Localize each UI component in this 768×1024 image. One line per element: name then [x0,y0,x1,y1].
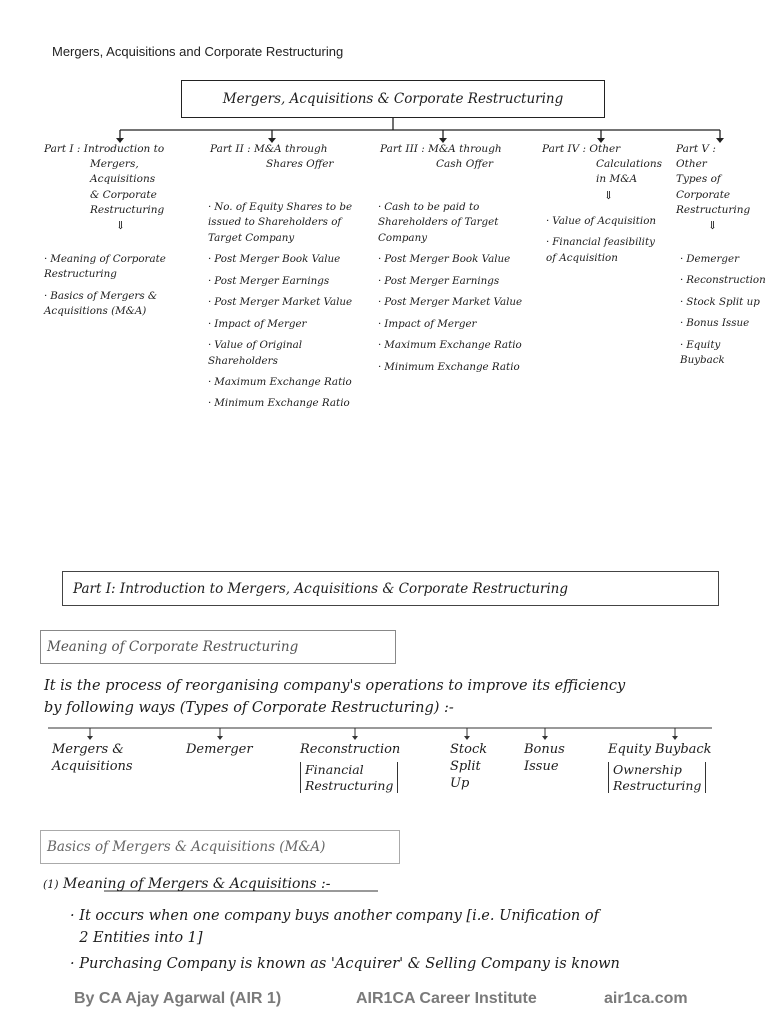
list-item: · Maximum Exchange Ratio [208,375,352,388]
type-bonus-issue: Bonus Issue [524,742,565,774]
list-item: · Value of Acquisition [546,215,657,227]
list-item: · Reconstruction [680,274,766,287]
list-item: · Value of Original Shareholders [208,339,303,367]
list-item: · Post Merger Earnings [208,274,330,287]
type-demerger: Demerger [186,742,253,757]
list-item: · Post Merger Market Value [208,296,353,309]
list-item: · Cash to be paid to Shareholders of Target Company [378,201,499,244]
list-item: · Maximum Exchange Ratio [378,339,522,352]
list-item: · Stock Split up [680,295,760,308]
list-item: · Minimum Exchange Ratio [378,360,520,373]
content-line: 2 Entities into 1] [70,929,203,946]
section-heading-part-1: Part I: Introduction to Mergers, Acquisitions & Corporate Restructuring [62,571,719,606]
content-line: · It occurs when one company buys another company [i.e. Unification of [70,908,599,924]
part-3-list [378,200,538,381]
type-equity-buyback: Equity Buyback Ownership Restructuring [608,742,712,793]
list-item: · Equity Buyback [680,338,725,367]
part-1-list [44,252,194,326]
note-bracket: Financial Restructuring [300,762,398,793]
list-item: · Post Merger Book Value [378,253,511,266]
list-item: · Financial feasibility of Acquisition [546,236,655,264]
list-item: · Post Merger Market Value [378,296,523,309]
type-stock-split: Stock Split Up [450,742,488,791]
section-heading-meaning: Meaning of Corporate Restructuring [40,630,396,664]
content-lines [70,906,760,975]
list-item: · Meaning of Corporate Restructuring [44,253,166,281]
down-arrow-icon: ⇓ [708,219,718,233]
type-reconstruction: Reconstruction Financial Restructuring [300,742,401,793]
document-title: Mergers, Acquisitions and Corporate Restructuring [52,44,344,59]
list-item: · Bonus Issue [680,317,750,330]
list-item: · Minimum Exchange Ratio [208,397,350,410]
part-5-heading: Part V : Other Types of Corporate Restructuring ⇓ [676,142,766,234]
footer-author: By CA Ajay Agarwal (AIR 1) [74,990,282,1007]
part-3-heading: Part III : M&A through Cash Offer [380,143,502,171]
part-2-heading: Part II : M&A through Shares Offer [210,143,334,171]
list-item: · Post Merger Earnings [378,274,500,287]
content-line: · Purchasing Company is known as 'Acquirer' & Selling Company is known [70,955,620,972]
list-item: · No. of Equity Shares to be issued to Shareholders of Target Company [208,201,353,244]
sub-heading: (1) Meaning of Mergers & Acquisitions :- [43,876,331,892]
part-5-list [680,252,766,375]
list-item: · Post Merger Book Value [208,253,341,266]
list-item: · Impact of Merger [208,317,307,330]
down-arrow-icon: ⇓ [116,219,126,233]
footer-institute: AIR1CA Career Institute [356,990,537,1007]
list-item: · Basics of Mergers & Acquisitions (M&A) [44,289,158,318]
down-arrow-icon: ⇓ [604,188,614,202]
section-heading-basics: Basics of Mergers & Acquisitions (M&A) [40,830,400,864]
list-item: · Demerger [680,253,740,265]
part-4-heading: Part IV : Other Calculations in M&A ⇓ [542,142,667,204]
part-2-list [208,200,368,418]
root-node: Mergers, Acquisitions & Corporate Restructuring [181,80,605,118]
part-4-list [546,214,668,272]
list-item: · Impact of Merger [378,317,477,330]
type-mergers-acquisitions: Mergers & Acquisitions [52,742,133,774]
definition-paragraph: It is the process of reorganising company's operations to improve its efficiency by following ways (Types of Corporate Restructuring) :- [44,678,626,716]
footer-site: air1ca.com [604,990,688,1007]
part-1-heading: Part I : Introduction to Mergers, Acquisitions & Corporate Restructuring ⇓ [44,142,194,234]
note-bracket: Ownership Restructuring [608,762,706,793]
